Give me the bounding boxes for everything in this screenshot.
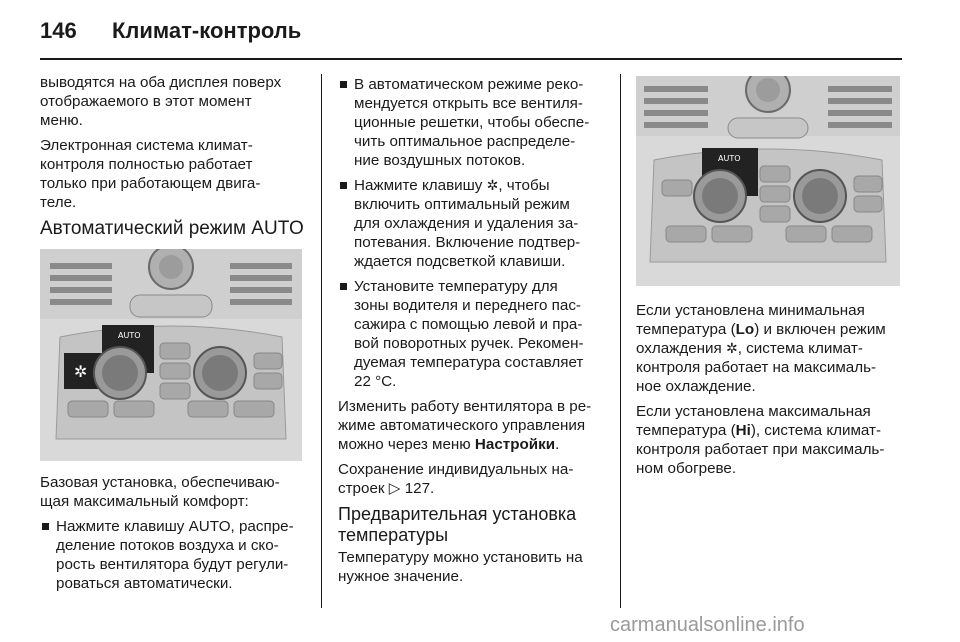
left-column [40,73,310,250]
paragraph: Температуру можно установить на нужное значение. [338,549,583,585]
list-item: Установите температуру для зоны водителя и переднего пас- сажира с помощью левой и пра- вой поворотных ручек. Рекомен- дуемая температура составляет 22 °C. [338,277,608,391]
list-item: Нажмите клавишу AUTO, распре- деление потоков воздуха и ско- рость вентилятора будут регули- роваться автоматически. [40,517,314,593]
page-number: 146 [40,18,77,43]
menu-name: Настройки [474,436,556,453]
auto-key-label: AUTO [118,331,141,340]
page-title: Климат-контроль [112,18,302,43]
section-heading: Предварительная установка температуры [338,504,577,545]
section-heading: Автоматический режим AUTO [40,218,304,239]
header-rule [40,58,902,60]
right-column [636,301,910,484]
bullet-icon [42,523,49,530]
bullet-icon [340,81,347,88]
paragraph: Если установлена минимальная температура (Lo) и включен режим охлаждения ✲, система климат- контроля работает на максималь- ное охлаждение. [636,302,886,395]
column-divider-right [620,74,621,608]
watermark: carmanualsonline.info [610,614,805,636]
left-column-lower [40,473,314,599]
ac-snowflake-icon: ✲ [725,340,738,356]
page-reference[interactable]: 127. [404,480,435,497]
climate-panel-figure-right [636,76,900,286]
page-header [40,14,902,54]
ac-key-icon: ✲ [74,362,88,381]
bullet-icon [340,182,347,189]
auto-key-label: AUTO [718,154,741,163]
climate-panel-figure-left [40,249,302,461]
column-divider-left [321,74,322,608]
page-ref-arrow-icon: ▷ [388,480,401,497]
list-item: В автоматическом режиме реко- мендуется открыть все вентиля- ционные решетки, чтобы обеспе- чить оптимальное распределе- ние воздушных потоков. [338,75,608,170]
paragraph: Если установлена максимальная температура (Hi), система климат- контроля работает при максималь- ном обогреве. [636,403,885,477]
bullet-icon [340,283,347,290]
figure-caption: Базовая установка, обеспечиваю- щая максимальный комфорт: [40,474,280,510]
paragraph: Сохранение индивидуальных на- строек ▷ 127. [338,461,574,497]
paragraph: выводятся на оба дисплея поверх отображаемого в этот момент меню. [40,74,282,129]
ac-snowflake-icon: ✲ [486,177,499,193]
list-item: Нажмите клавишу ✲, чтобы включить оптимальный режим для охлаждения и удаления за- потевания. Включение подтвер- ждается подсветкой клавиши. [338,176,608,271]
middle-column [338,75,608,592]
paragraph: Изменить работу вентилятора в ре- жиме автоматического управления можно через меню Настройки. [338,398,592,453]
paragraph: Электронная система климат- контроля полностью работает только при работающем двига- теле. [40,137,261,211]
